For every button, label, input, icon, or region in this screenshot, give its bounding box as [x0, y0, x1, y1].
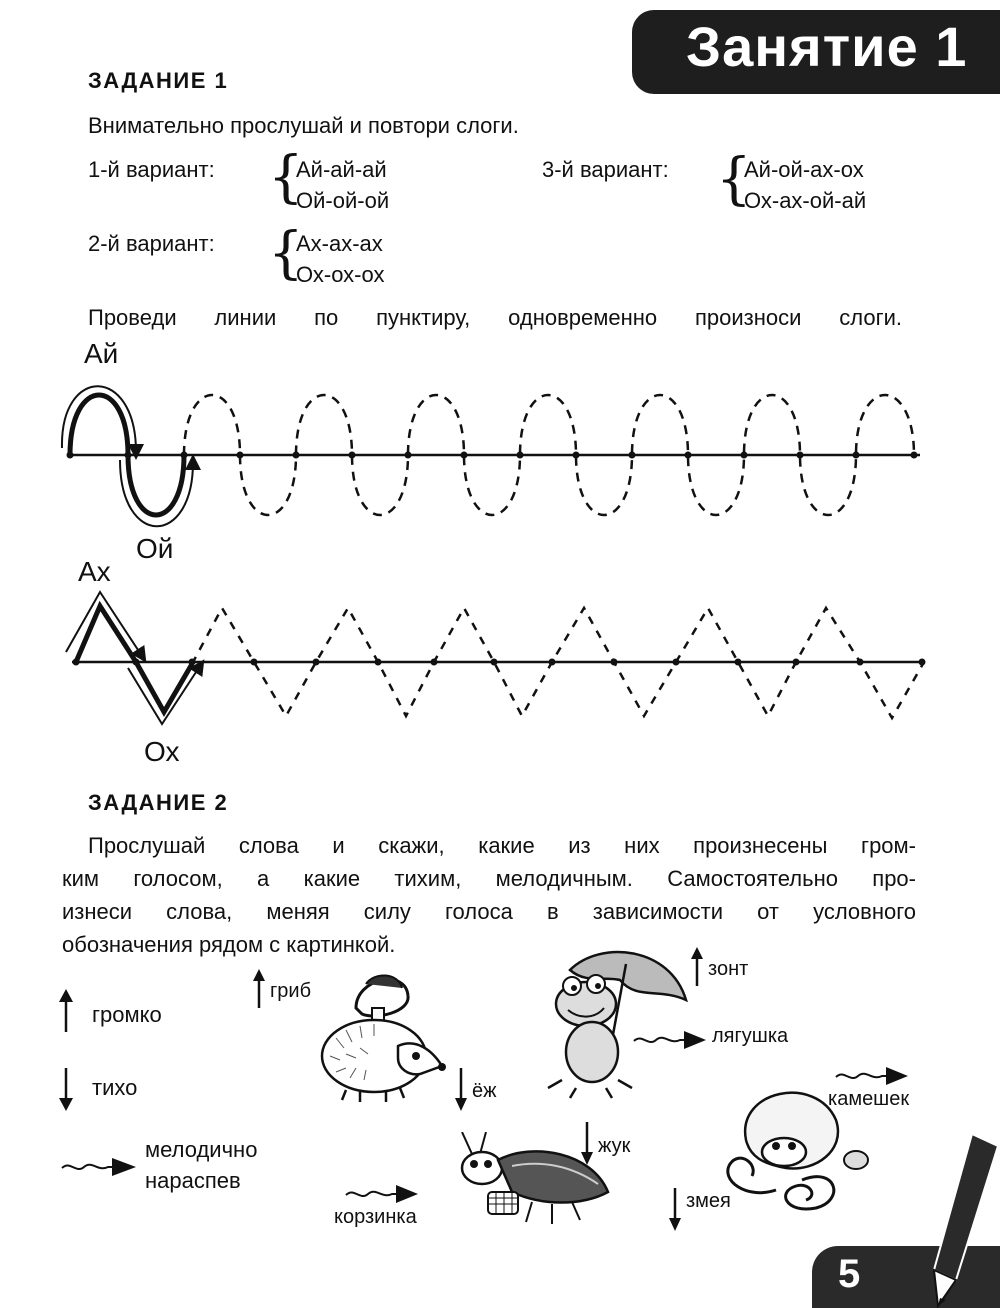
task2-paragraph-line: ким голосом, а какие тихим, мелодичным. Самостоятельно про- — [62, 866, 916, 891]
wave-trace-exercise[interactable] — [0, 370, 1000, 540]
up-arrow-icon — [250, 968, 268, 1010]
task2-heading: ЗАДАНИЕ 2 — [88, 790, 229, 815]
zigzag-trace-exercise[interactable] — [0, 580, 1000, 740]
legend-loud: громко — [92, 1002, 162, 1027]
variant1-brace: { — [268, 145, 304, 210]
word-snake: змея — [686, 1190, 731, 1212]
variant1-line2: Ой-ой-ой — [296, 188, 390, 213]
wavy-arrow-icon — [344, 1182, 420, 1204]
wavy-arrow-icon — [632, 1028, 708, 1050]
word-hedgehog: ёж — [472, 1080, 497, 1102]
legend-melodic-1: мелодично — [145, 1137, 258, 1162]
word-mushroom: гриб — [270, 980, 312, 1002]
down-arrow-icon — [452, 1066, 470, 1112]
snake-stone-illustration — [706, 1080, 876, 1220]
trace-instruction: Проведи линии по пунктиру, одновременно произноси слоги. — [88, 305, 902, 330]
down-arrow-icon — [56, 1066, 76, 1112]
wavy-arrow-icon — [60, 1154, 138, 1178]
legend-quiet: тихо — [92, 1075, 138, 1100]
task2-paragraph-line: обозначения рядом с картинкой. — [62, 932, 396, 957]
up-arrow-icon — [688, 946, 706, 988]
zigzag-guide-arrow-top — [66, 592, 142, 656]
up-arrow-icon — [56, 988, 76, 1034]
task2-paragraph-cont — [62, 862, 916, 928]
wave-solid-bottom — [128, 455, 184, 515]
variant2-line2: Ох-ох-ох — [296, 262, 385, 287]
zigzag-solid — [76, 606, 192, 712]
frog-umbrella-illustration — [540, 940, 690, 1100]
variant1-label: 1-й вариант: — [88, 157, 215, 182]
task2-paragraph — [88, 829, 916, 862]
down-arrow-icon — [666, 1186, 684, 1232]
word-beetle: жук — [598, 1135, 631, 1157]
variant3-brace: { — [716, 147, 752, 212]
page-number: 5 — [838, 1252, 861, 1296]
variant3-label: 3-й вариант: — [542, 157, 669, 182]
hedgehog-mushroom-illustration — [316, 968, 446, 1108]
variant3-line2: Ох-ах-ой-ай — [744, 188, 867, 213]
zigzag-label-top: Ах — [78, 556, 111, 587]
word-umbrella: зонт — [708, 958, 749, 980]
task1-instruction: Внимательно прослушай и повтори слоги. — [88, 113, 519, 138]
task2-paragraph-line: изнеси слова, меняя силу голоса в зависимости от условного — [62, 899, 916, 924]
pencil-icon — [916, 1130, 1000, 1308]
task2-paragraph-last — [62, 928, 395, 961]
wave-label-bottom: Ой — [136, 533, 174, 564]
word-basket: корзинка — [334, 1206, 417, 1228]
variant3-line1: Ай-ой-ах-ох — [744, 157, 864, 182]
legend-melodic-2: нараспев — [145, 1168, 241, 1193]
lesson-title: Занятие 1 — [686, 15, 968, 78]
task1-heading: ЗАДАНИЕ 1 — [88, 68, 229, 93]
task2-paragraph-line: Прослушай слова и скажи, какие из них произнесены гром- — [88, 833, 916, 858]
variant2-brace: { — [268, 221, 304, 286]
variant1-line1: Ай-ай-ай — [296, 157, 387, 182]
beetle-basket-illustration — [452, 1132, 612, 1228]
zigzag-label-bottom: Ох — [144, 736, 180, 767]
variant2-label: 2-й вариант: — [88, 231, 215, 256]
variant2-line1: Ах-ах-ах — [296, 231, 383, 256]
wave-solid-top — [70, 395, 128, 455]
wave-label-top: Ай — [84, 338, 119, 369]
word-frog: лягушка — [712, 1025, 789, 1047]
word-pebble: камешек — [828, 1088, 910, 1110]
